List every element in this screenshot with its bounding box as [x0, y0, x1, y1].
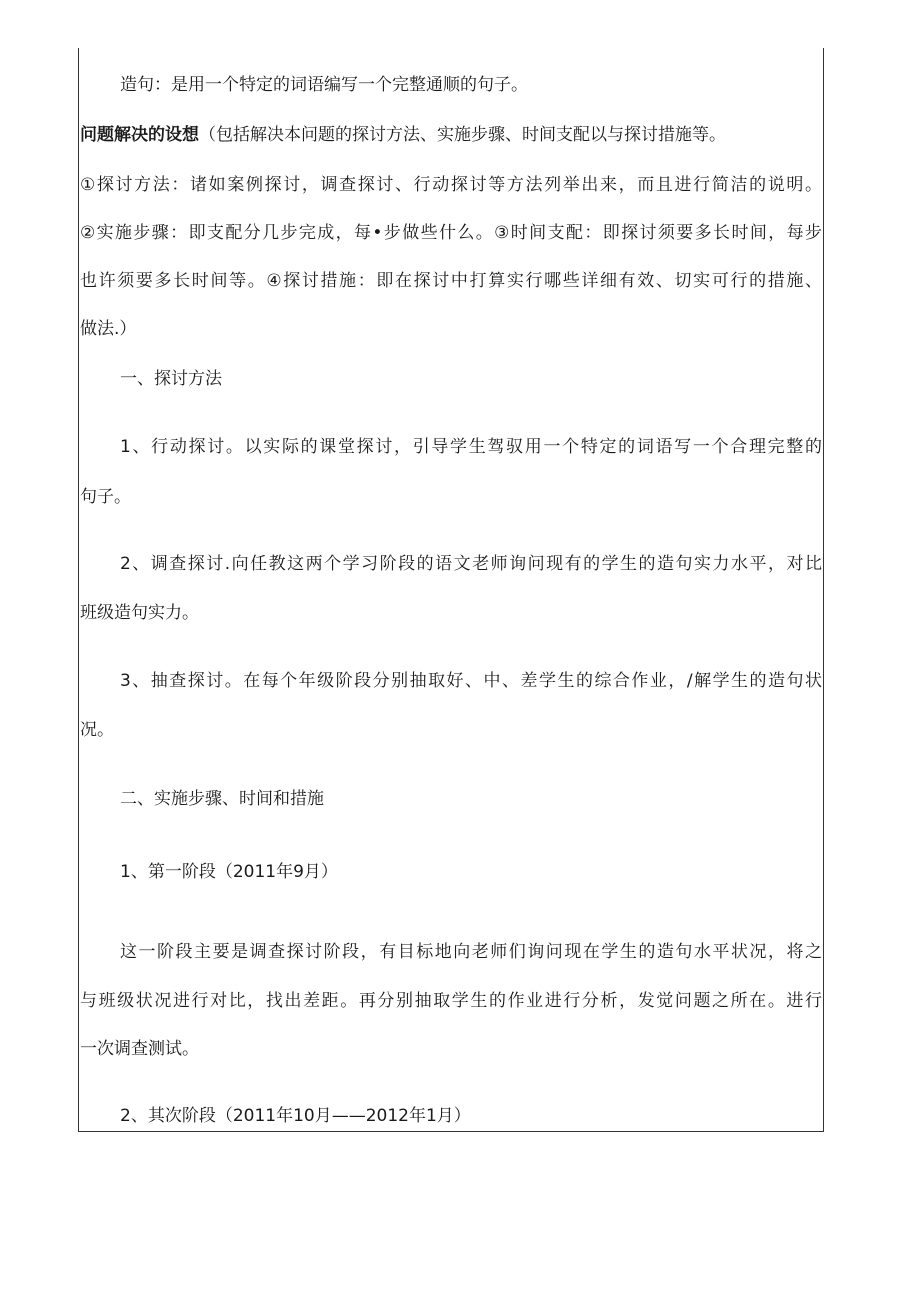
table-cell-frame: [78, 48, 824, 1132]
plan-paragraph-line-5: 做法.）: [80, 319, 137, 339]
stage-1-line-3: 一次调查测试。: [80, 1039, 199, 1059]
plan-paragraph-line-2: ①探讨方法：诸如案例探讨，调查探讨、行动探讨等方法列举出来，而且进行简洁的说明。: [80, 175, 822, 195]
section-2-title: 二、实施步骤、时间和措施: [120, 789, 324, 809]
plan-paragraph-line-1: [80, 124, 822, 146]
plan-intro: （包括解决本问题的探讨方法、实施步骤、时间支配以与探讨措施等。: [199, 125, 726, 145]
stage-1-line-1: 这一阶段主要是调查探讨阶段，有目标地向老师们询问现在学生的造句水平状况，将之: [120, 942, 822, 962]
item-3-line-2: 况。: [80, 720, 114, 740]
item-1-line-1: 1、行动探讨。以实际的课堂探讨，引导学生驾驭用一个特定的词语写一个合理完整的: [120, 437, 822, 457]
plan-heading: 问题解决的设想: [80, 125, 199, 145]
stage-1-line-2: 与班级状况进行对比，找出差距。再分别抽取学生的作业进行分析，发觉问题之所在。进行: [80, 991, 822, 1011]
item-1-line-2: 句子。: [80, 487, 131, 507]
item-2-line-1: 2、调查探讨.向任教这两个学习阶段的语文老师询问现有的学生的造句实力水平，对比: [120, 554, 822, 574]
plan-paragraph-line-4: 也许须要多长时间等。④探讨措施：即在探讨中打算实行哪些详细有效、切实可行的措施、: [80, 271, 822, 291]
stage-1-title: 1、第一阶段（2011年9月）: [120, 862, 338, 882]
item-3-line-1: 3、抽查探讨。在每个年级阶段分别抽取好、中、差学生的综合作业，/解学生的造句状: [120, 671, 822, 691]
definition-text: 造句：是用一个特定的词语编写一个完整通顺的句子。: [120, 75, 528, 95]
section-1-title: 一、探讨方法: [120, 369, 222, 389]
stage-2-title: 2、其次阶段（2011年10月——2012年1月）: [120, 1106, 471, 1126]
plan-paragraph-line-3: ②实施步骤：即支配分几步完成，每•步做些什么。③时间支配：即探讨须要多长时间，每步: [80, 223, 822, 243]
item-2-line-2: 班级造句实力。: [80, 603, 199, 623]
